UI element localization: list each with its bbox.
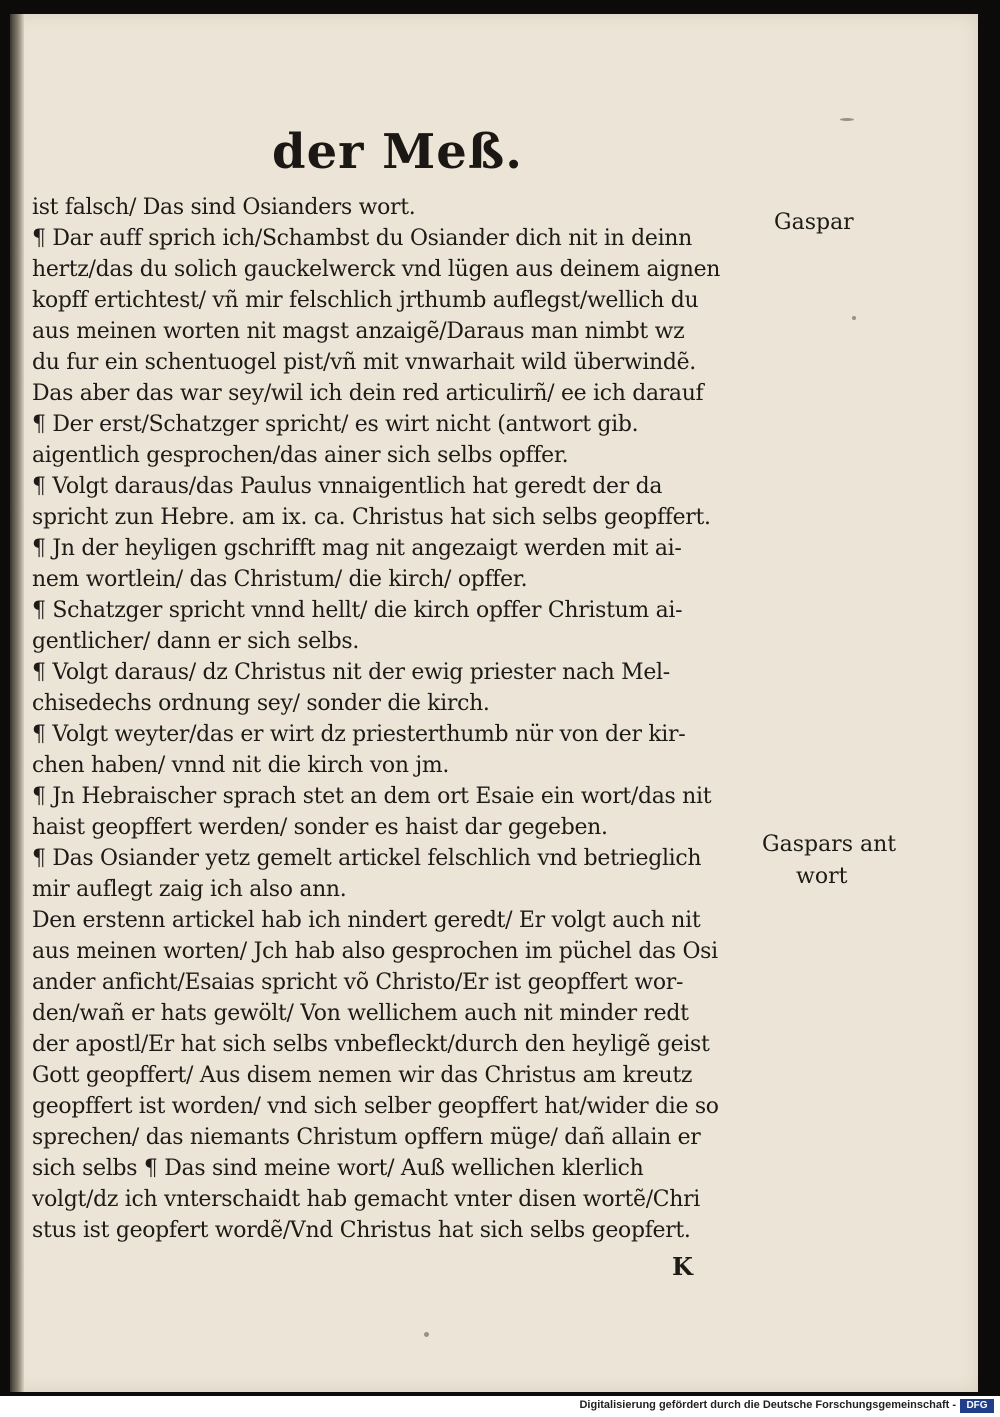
text-line: geopffert ist worden/ vnd sich selber geopffert hat/wider die so	[32, 1094, 719, 1119]
margin-note-gaspars-antwort-line1: Gaspars ant	[762, 832, 897, 857]
text-line: aus meinen worten nit magst anzaigẽ/Daraus man nimbt wz	[32, 319, 685, 344]
running-header: der Meß.	[272, 124, 523, 180]
funding-credit: Digitalisierung gefördert durch die Deutsche Forschungsgemeinschaft -	[579, 1399, 956, 1411]
text-line: aus meinen worten/ Jch hab also gesprochen im püchel das Osi	[32, 939, 718, 964]
text-line: gentlicher/ dann er sich selbs.	[32, 629, 360, 654]
text-line: nem wortlein/ das Christum/ die kirch/ opffer.	[32, 567, 528, 592]
text-line: ist falsch/ Das sind Osianders wort.	[32, 195, 416, 220]
text-line: ¶ Jn der heyligen gschrifft mag nit angezaigt werden mit ai-	[32, 536, 682, 561]
text-line: ¶ Dar auff sprich ich/Schambst du Osiander dich nit in deinn	[32, 226, 692, 251]
text-line: spricht zun Hebre. am ix. ca. Christus hat sich selbs geopffert.	[32, 505, 711, 530]
paper-speck	[852, 316, 856, 320]
page-gutter	[10, 14, 24, 1392]
margin-note-gaspar: Gaspar	[774, 210, 854, 235]
text-line: chisedechs ordnung sey/ sonder die kirch.	[32, 691, 490, 716]
text-line: der apostl/Er hat sich selbs vnbefleckt/durch den heyligẽ geist	[32, 1032, 710, 1057]
catchword: K	[672, 1252, 693, 1281]
text-line: haist geopffert werden/ sonder es haist dar gegeben.	[32, 815, 608, 840]
text-line: aigentlich gesprochen/das ainer sich selbs opffer.	[32, 443, 569, 468]
text-line: sprechen/ das niemants Christum opffern müge/ dañ allain er	[32, 1125, 701, 1150]
text-line: ¶ Jn Hebraischer sprach stet an dem ort Esaie ein wort/das nit	[32, 784, 712, 809]
text-line: ander anficht/Esaias spricht võ Christo/Er ist geopffert wor-	[32, 970, 684, 995]
text-line: Den erstenn artickel hab ich nindert geredt/ Er volgt auch nit	[32, 908, 701, 933]
text-line: Gott geopffert/ Aus disem nemen wir das Christus am kreutz	[32, 1063, 693, 1088]
text-line: den/wañ er hats gewölt/ Von wellichem auch nit minder redt	[32, 1001, 689, 1026]
text-line: mir auflegt zaig ich also ann.	[32, 877, 347, 902]
text-line: ¶ Volgt weyter/das er wirt dz priesterthumb nür von der kir-	[32, 722, 686, 747]
text-line: kopff ertichtest/ vñ mir felschlich jrthumb auflegst/wellich du	[32, 288, 699, 313]
text-line: stus ist geopfert wordẽ/Vnd Christus hat sich selbs geopfert.	[32, 1218, 691, 1243]
text-line: Das aber das war sey/wil ich dein red articulirñ/ ee ich darauf	[32, 381, 704, 406]
body-text	[32, 192, 784, 1246]
text-line: ¶ Der erst/Schatzger spricht/ es wirt nicht (antwort gib.	[32, 412, 639, 437]
footer-bar	[0, 1396, 1000, 1417]
text-line: hertz/das du solich gauckelwerck vnd lügen aus deinem aignen	[32, 257, 721, 282]
book-page	[10, 14, 978, 1392]
paper-speck	[840, 118, 854, 121]
text-line: du fur ein schentuogel pist/vñ mit vnwarhait wild überwindẽ.	[32, 350, 696, 375]
paper-speck	[424, 1332, 429, 1337]
text-line: chen haben/ vnnd nit die kirch von jm.	[32, 753, 450, 778]
text-line: ¶ Schatzger spricht vnnd hellt/ die kirch opffer Christum ai-	[32, 598, 683, 623]
text-line: volgt/dz ich vnterschaidt hab gemacht vnter disen wortẽ/Chri	[32, 1187, 701, 1212]
text-line: ¶ Das Osiander yetz gemelt artickel felschlich vnd betrieglich	[32, 846, 702, 871]
text-line: ¶ Volgt daraus/das Paulus vnnaigentlich hat geredt der da	[32, 474, 663, 499]
margin-note-gaspars-antwort-line2: wort	[796, 864, 848, 889]
dfg-logo: DFG	[960, 1399, 994, 1413]
text-line: ¶ Volgt daraus/ dz Christus nit der ewig priester nach Mel-	[32, 660, 670, 685]
text-line: sich selbs ¶ Das sind meine wort/ Auß wellichen klerlich	[32, 1156, 644, 1181]
